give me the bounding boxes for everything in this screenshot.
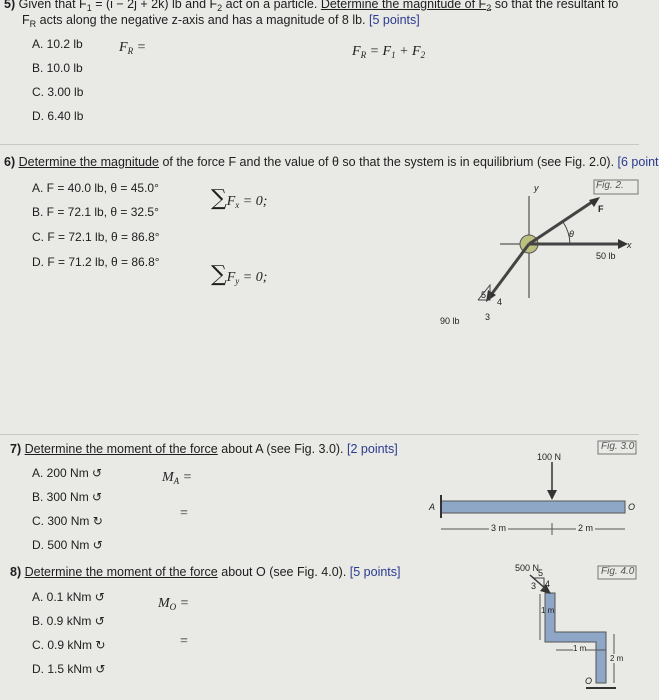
fig3-label: Fig. 3.0 xyxy=(601,441,635,452)
q5-option-b[interactable]: B. 10.0 lb xyxy=(32,61,83,75)
fig4-ratio-4: 4 xyxy=(545,579,551,589)
fig4-label: Fig. 4.0 xyxy=(601,566,635,577)
q7-option-c[interactable]: C. 300 Nm ↻ xyxy=(32,514,103,528)
cw-moment-icon: ↻ xyxy=(92,514,103,528)
fig2-label: Fig. 2. xyxy=(596,180,624,191)
fig3-point-a: A xyxy=(429,502,436,512)
q5-option-d[interactable]: D. 6.40 lb xyxy=(32,109,84,123)
q6-option-d[interactable]: D. F = 71.2 lb, θ = 86.8° xyxy=(32,255,160,269)
fig2-y-label: y xyxy=(534,183,539,193)
ccw-moment-icon: ↺ xyxy=(94,614,105,628)
q7-option-a[interactable]: A. 200 Nm ↺ xyxy=(32,466,103,480)
q6-option-c[interactable]: C. F = 72.1 lb, θ = 86.8° xyxy=(32,230,160,244)
q6-option-a[interactable]: A. F = 40.0 lb, θ = 45.0° xyxy=(32,181,159,195)
q5-line2: $F_R$ acts along the negative z-axis and has a magnitude of 8 lb. [5 points] xyxy=(22,13,420,29)
fig3-dim-3m: 3 m xyxy=(491,523,507,533)
fig3-force-label: 100 N xyxy=(537,452,562,462)
q8-option-b[interactable]: B. 0.9 kNm ↺ xyxy=(32,614,105,628)
ccw-moment-icon: ↺ xyxy=(92,490,103,504)
q7-link[interactable]: Determine the moment of the force xyxy=(24,442,218,456)
fig3-point-o: O xyxy=(628,502,636,512)
fig4-dim-1m-horizontal: 1 m xyxy=(573,644,587,653)
q8-option-a[interactable]: A. 0.1 kNm ↺ xyxy=(32,590,105,604)
q8-option-d[interactable]: D. 1.5 kNm ↺ xyxy=(32,662,106,676)
fig2-ratio-5: 5 xyxy=(481,290,487,300)
ccw-moment-icon: ↺ xyxy=(92,466,103,480)
q5-sum-eq: $F_R = F_1 + F_2$ xyxy=(352,44,426,60)
q6-header: 6) Determine the magnitude of the force F and the value of θ so that the system is in equilibrium (see Fig. 2.0). [6 point xyxy=(4,155,659,169)
q8-equals-sign: = xyxy=(180,634,188,649)
q6-sum-fy: $\sum F_y = 0$; xyxy=(211,262,268,287)
q5-link[interactable]: Determine the magnitude of $F_2$ xyxy=(320,0,492,13)
fig4-force-label: 500 N xyxy=(515,563,540,573)
fig4-dim-1m-vertical: 1 m xyxy=(541,606,555,615)
fig2-f-label: F xyxy=(598,204,604,214)
q6-link[interactable]: Determine the magnitude xyxy=(18,155,159,169)
q5-option-a[interactable]: A. 10.2 lb xyxy=(32,37,83,51)
q7-option-d[interactable]: D. 500 Nm ↺ xyxy=(32,538,103,552)
fig4-point-o: O xyxy=(585,676,593,686)
ccw-moment-icon: ↺ xyxy=(94,590,105,604)
q5-line1: 5) Given that $F_1 = (i - 2j + 2k)$ lb and $F_2$ act on a particle. Determine the magnitude of $F_2$ so that the resultant fo xyxy=(4,0,618,13)
fig3-dim-2m: 2 m xyxy=(578,523,594,533)
fig2-50lb-label: 50 lb xyxy=(596,251,616,261)
q8-option-c[interactable]: C. 0.9 kNm ↻ xyxy=(32,638,106,652)
q7-moment-eq: $M_A$ = xyxy=(162,470,193,486)
ccw-moment-icon: ↺ xyxy=(95,662,106,676)
ccw-moment-icon: ↺ xyxy=(92,538,103,552)
q8-header: 8) Determine the moment of the force about O (see Fig. 4.0). [5 points] xyxy=(10,565,401,579)
fig2-90lb-label: 90 lb xyxy=(440,316,460,326)
fig2-theta-label: θ xyxy=(569,229,574,239)
fig4-ratio-5: 5 xyxy=(538,568,544,578)
cw-moment-icon: ↻ xyxy=(95,638,106,652)
q8-link[interactable]: Determine the moment of the force xyxy=(24,565,218,579)
fig4-ratio-3: 3 xyxy=(531,581,537,591)
q7-equals-sign: = xyxy=(180,506,188,521)
fig4-dim-2m: 2 m xyxy=(610,654,624,663)
q5-option-c[interactable]: C. 3.00 lb xyxy=(32,85,84,99)
fig2-ratio-3: 3 xyxy=(485,312,491,322)
q7-header: 7) Determine the moment of the force about A (see Fig. 3.0). [2 points] xyxy=(10,442,398,456)
q7-option-b[interactable]: B. 300 Nm ↺ xyxy=(32,490,103,504)
q6-option-b[interactable]: B. F = 72.1 lb, θ = 32.5° xyxy=(32,205,159,219)
fig2-x-label: x xyxy=(627,240,632,250)
q6-sum-fx: $\sum F_x = 0$; xyxy=(211,186,268,211)
q5-resultant-eq: $F_R$ = xyxy=(119,40,147,56)
q8-moment-eq: $M_O$ = xyxy=(158,596,190,612)
fig2-ratio-4: 4 xyxy=(497,297,503,307)
